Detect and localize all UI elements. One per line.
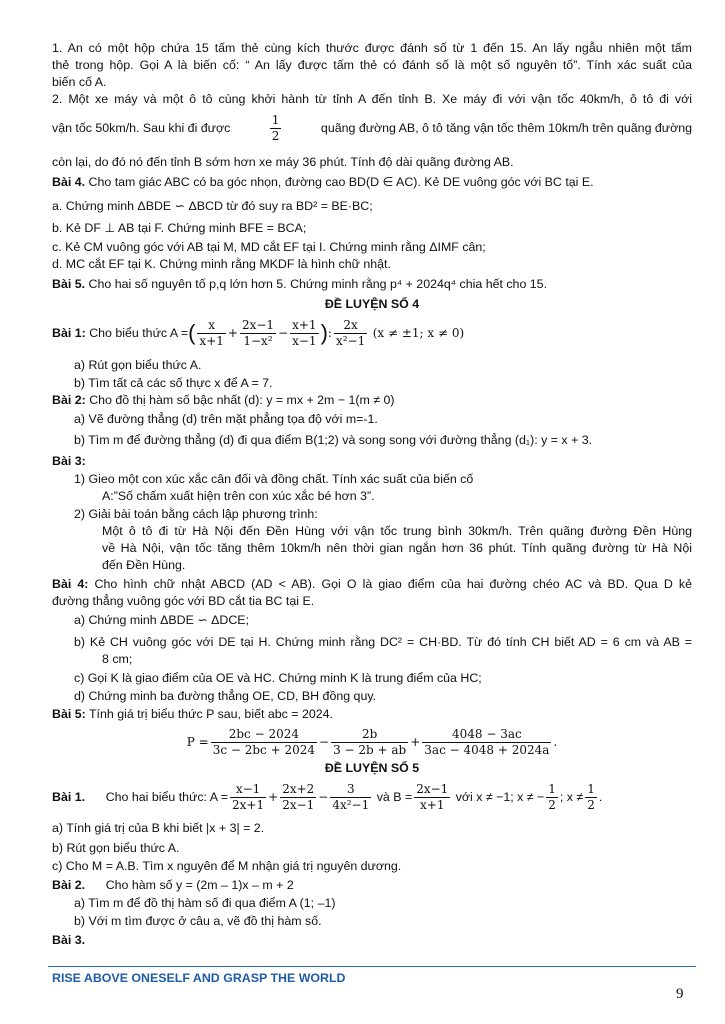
de4-bai1-condition: (x ≠ ±1; x ≠ 0)	[372, 326, 465, 340]
problem-2-line-1: 2. Một xe máy và một ô tô cùng khởi hành từ tỉnh A đến tỉnh B. Xe máy đi với vận tốc 40km/h, ô tô đi với	[52, 92, 692, 106]
de4-bai4-b: b) Kẻ CH vuông góc với DE tại H. Chứng minh rằng DC² = CH·BD. Từ đó tính CH biết AD = 6 cm và AB =	[74, 635, 692, 649]
de4-bai1-pre: Cho biểu thức A =	[89, 326, 189, 340]
fraction-p-term-1: $\frac{2bc - 2024}{3c - 2bc + 2024}$	[212, 726, 316, 757]
de-luyen-so-5-title: ĐỀ LUYỆN SỐ 5	[324, 761, 420, 775]
de5-bai2-text: Cho hàm số y = (2m – 1)x – m + 2	[105, 878, 294, 892]
bai4-text: Cho tam giác ABC có ba góc nhọn, đường cao BD(D ∈ AC). Kẻ DE vuông góc với BC tại E.	[88, 175, 594, 189]
de5-bai1-cond-pre: với x ≠ −1; x ≠ −	[455, 790, 545, 804]
de4-bai5-formula	[52, 724, 692, 760]
fraction-x-over-x-plus-1: $\frac{x}{x+1}$	[199, 317, 224, 348]
paren-close: )	[320, 320, 328, 345]
paren-open: (	[188, 320, 196, 345]
minus-sign: −	[318, 790, 329, 804]
footer-rule	[48, 966, 696, 967]
de5-bai2-label: Bài 2.	[52, 878, 86, 892]
de5-bai1-cond-mid: ; x ≠	[559, 790, 584, 804]
fraction-2x-over-x2-minus-1: $\frac{2x}{\text{x²−1}}$	[335, 317, 366, 348]
fraction-half-1: $\frac{1}{2}$	[548, 781, 556, 812]
fraction-b: $\frac{2x-1}{x+1}$	[416, 781, 449, 812]
bai5-text: Cho hai số nguyên tố p,q lớn hơn 5. Chứng minh rằng p⁴ + 2024q⁴ chia hết cho 15.	[88, 277, 548, 291]
problem-1-line-1: 1. An có một hộp chứa 15 tấm thẻ cùng kích thước được đánh số từ 1 đến 15. An lấy ngẫu nhiên một tấm	[52, 41, 692, 55]
de4-bai3-2b: Một ô tô đi từ Hà Nội đến Đền Hùng với vận tốc trung bình 30km/h. Trên quãng đường Đền Hùng	[102, 524, 692, 538]
fraction-2x-minus-1: $\frac{2x-1}{\text{1−x²}}$	[241, 317, 275, 348]
de4-bai4-c: c) Gọi K là giao điểm của OE và HC. Chứng minh K là trung điểm của HC;	[74, 671, 482, 685]
fraction-half-2: $\frac{1}{2}$	[587, 781, 595, 812]
fraction-a-term-1: $\frac{x-1}{2x+1}$	[232, 781, 265, 812]
de4-bai1-a: a) Rút gọn biểu thức A.	[74, 358, 202, 372]
de4-bai4-a: a) Chứng minh ΔBDE ∽ ΔDCE;	[74, 613, 250, 627]
bai4-part-b: b. Kẻ DF ⊥ AB tại F. Chứng minh BFE = BCA;	[52, 221, 307, 235]
de4-bai4-text: Cho hình chữ nhật ABCD (AD < AB). Gọi O là giao điểm của hai đường chéo AC và BD. Qua D kẻ	[94, 577, 692, 591]
de5-bai2-b: b) Với m tìm được ở câu a, vẽ đồ thị hàm số.	[74, 914, 322, 928]
bai4-part-a: a. Chứng minh ΔBDE ∽ ΔBCD từ đó suy ra BD² = BE·BC;	[52, 199, 373, 213]
de4-bai2-a: a) Vẽ đường thẳng (d) trên mặt phẳng tọa độ với m=-1.	[74, 412, 378, 426]
de4-bai3-2d: đến Đền Hùng.	[102, 558, 186, 572]
de4-bai3-2a: 2) Giải bài toán bằng cách lập phương trình:	[74, 507, 318, 521]
de4-bai4-line	[52, 576, 692, 592]
p2-text-pre: vận tốc 50km/h. Sau khi đi được	[52, 121, 231, 135]
de4-bai2-b: b) Tìm m để đường thẳng (d) đi qua điểm B(1;2) và song song với đường thẳng (d₁): y = x + 3.	[74, 433, 593, 447]
de4-bai3-1a: 1) Gieo một con xúc xắc cân đối và đồng chất. Tính xác suất của biến cố	[74, 472, 474, 486]
problem-1-line-2: thẻ trong hộp. Gọi A là biến cố: “ An lấy được tấm thẻ có đánh số là một số nguyên tố”. Tính xác suất của	[52, 58, 692, 72]
de4-bai1-label: Bài 1:	[52, 326, 86, 340]
bai5-line	[52, 276, 692, 292]
plus-sign: +	[410, 735, 421, 749]
de5-bai1-line	[52, 778, 692, 816]
minus-sign: −	[278, 326, 289, 340]
de5-bai1-a: a) Tính giá trị của B khi biết |x + 3| = 2.	[52, 821, 265, 835]
footer-slogan: RISE ABOVE ONESELF AND GRASP THE WORLD	[52, 971, 346, 985]
p-equals: P =	[186, 735, 209, 749]
de-luyen-so-4-title: ĐỀ LUYỆN SỐ 4	[324, 297, 420, 311]
de4-bai1-line	[52, 313, 692, 353]
de4-bai3-2c: về Hà Nội, vận tốc tăng thêm 10km/h nên thời gian ngắn hơn 36 phút. Tính quãng đường từ Hà Nội	[102, 541, 692, 555]
fraction-p-term-3: $\frac{4048 - 3ac}{3ac - 4048 + 2024a}$	[424, 726, 550, 757]
fraction-a-term-3: $\frac{3}{\text{4x²−1}}$	[332, 781, 370, 812]
period: .	[598, 790, 603, 804]
de4-bai4-b2: 8 cm;	[102, 652, 133, 666]
de4-bai1-b: b) Tìm tất cả các số thực x để A = 7.	[74, 376, 273, 390]
plus-sign: +	[227, 326, 238, 340]
de4-bai5-line	[52, 706, 692, 722]
fraction-x-plus-1: $\frac{x+1}{x-1}$	[292, 317, 317, 348]
fraction-one-half: $\frac{1}{2}$	[271, 112, 280, 143]
minus-sign: −	[319, 735, 330, 749]
de4-bai2-line	[52, 392, 692, 408]
problem-2-line-3: còn lại, do đó nó đến tỉnh B sớm hơn xe máy 36 phút. Tính độ dài quãng đường AB.	[52, 155, 514, 169]
bai4-heading-line	[52, 174, 692, 190]
de4-bai3-1b: A:”Số chấm xuất hiện trên con xúc xắc bé hơn 3”.	[102, 489, 375, 503]
colon-sign: :	[327, 326, 332, 340]
page-number: 9	[676, 986, 684, 1002]
de4-bai5-label: Bài 5:	[52, 707, 86, 721]
de4-bai4-label: Bài 4:	[52, 577, 89, 591]
de5-bai1-pre: Cho hai biểu thức: A =	[105, 790, 229, 804]
fraction-p-term-2: $\frac{2b}{3 - 2b + ab}$	[333, 726, 407, 757]
bai4-part-d: d. MC cắt EF tại K. Chứng minh rằng MKDF là hình chữ nhật.	[52, 257, 391, 271]
bai4-label: Bài 4.	[52, 175, 86, 189]
problem-1-line-3: biến cố A.	[52, 75, 107, 89]
bai4-part-c: c. Kẻ CM vuông góc với AB tại M, MD cắt EF tại I. Chứng minh rằng ΔIMF cân;	[52, 240, 486, 254]
de4-bai4-line-2: đường thẳng vuông góc với BD cắt tia BC tại E.	[52, 594, 315, 608]
de5-bai1-and: và B =	[376, 790, 413, 804]
de5-bai2-line	[52, 877, 692, 893]
de5-bai2-a: a) Tìm m để đồ thị hàm số đi qua điểm A (1; –1)	[74, 896, 336, 910]
de4-bai2-text: Cho đồ thị hàm số bậc nhất (d): y = mx + 2m − 1(m ≠ 0)	[89, 393, 395, 407]
plus-sign: +	[268, 790, 279, 804]
de5-bai1-b: b) Rút gọn biểu thức A.	[52, 841, 180, 855]
p2-text-post: quãng đường AB, ô tô tăng vận tốc thêm 10km/h trên quãng đường	[320, 121, 692, 135]
de4-bai5-text: Tính giá trị biểu thức P sau, biết abc = 2024.	[88, 707, 333, 721]
fraction-a-term-2: $\frac{2x+2}{2x-1}$	[282, 781, 315, 812]
de5-bai1-c: c) Cho M = A.B. Tìm x nguyên để M nhận giá trị nguyên dương.	[52, 859, 402, 873]
de5-bai1-label: Bài 1.	[52, 790, 86, 804]
de4-bai4-d: d) Chứng minh ba đường thẳng OE, CD, BH đồng quy.	[74, 689, 377, 703]
de5-bai3-label: Bài 3.	[52, 933, 86, 947]
de4-bai2-label: Bài 2:	[52, 393, 86, 407]
period: .	[553, 735, 558, 749]
de4-bai3-label: Bài 3:	[52, 454, 86, 468]
bai5-label: Bài 5.	[52, 277, 86, 291]
problem-2-line-2	[52, 110, 692, 146]
